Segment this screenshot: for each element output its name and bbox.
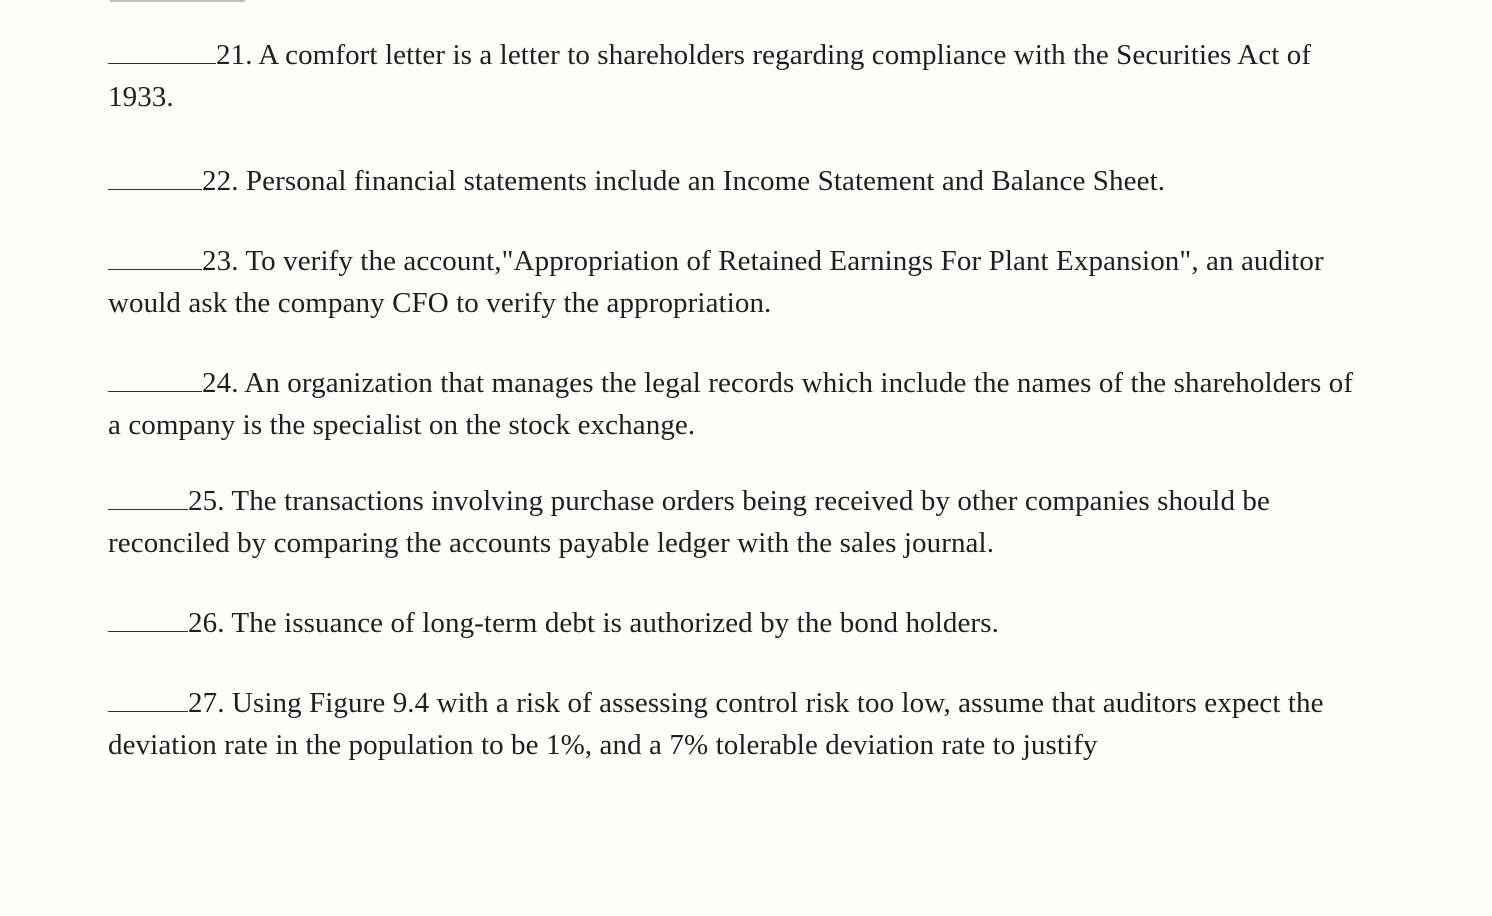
question-21 (108, 34, 1358, 118)
answer-blank-24[interactable] (108, 390, 202, 392)
previous-question-fragment (110, 0, 245, 2)
question-25 (108, 480, 1358, 564)
question-21-text: 21. A comfort letter is a letter to shareholders regarding compliance with the Securities Act of 1933. (108, 39, 1312, 113)
question-24 (108, 362, 1358, 446)
question-25-text: 25. The transactions involving purchase orders being received by other companies should be reconciled by comparing the accounts payable ledger with the sales journal. (108, 485, 1270, 559)
question-22 (108, 160, 1358, 202)
answer-blank-26[interactable] (108, 630, 188, 632)
answer-blank-23[interactable] (108, 268, 202, 270)
answer-blank-22[interactable] (108, 188, 202, 190)
answer-blank-21[interactable] (108, 62, 216, 64)
question-22-text: 22. Personal financial statements include an Income Statement and Balance Sheet. (202, 165, 1166, 197)
answer-blank-27[interactable] (108, 710, 188, 712)
question-26-text: 26. The issuance of long-term debt is authorized by the bond holders. (188, 607, 999, 639)
question-27-text: 27. Using Figure 9.4 with a risk of assessing control risk too low, assume that auditors expect the deviation rate in the population to be 1%, and a 7% tolerable deviation rate to justify (108, 687, 1324, 761)
question-27 (108, 682, 1358, 766)
question-23-text: 23. To verify the account,"Appropriation of Retained Earnings For Plant Expansion", an auditor would ask the company CFO to verify the appropriation. (108, 245, 1324, 319)
answer-blank-25[interactable] (108, 508, 188, 510)
question-23 (108, 240, 1358, 324)
question-26 (108, 602, 1358, 644)
question-24-text: 24. An organization that manages the legal records which include the names of the shareholders of a company is the specialist on the stock exchange. (108, 367, 1354, 441)
